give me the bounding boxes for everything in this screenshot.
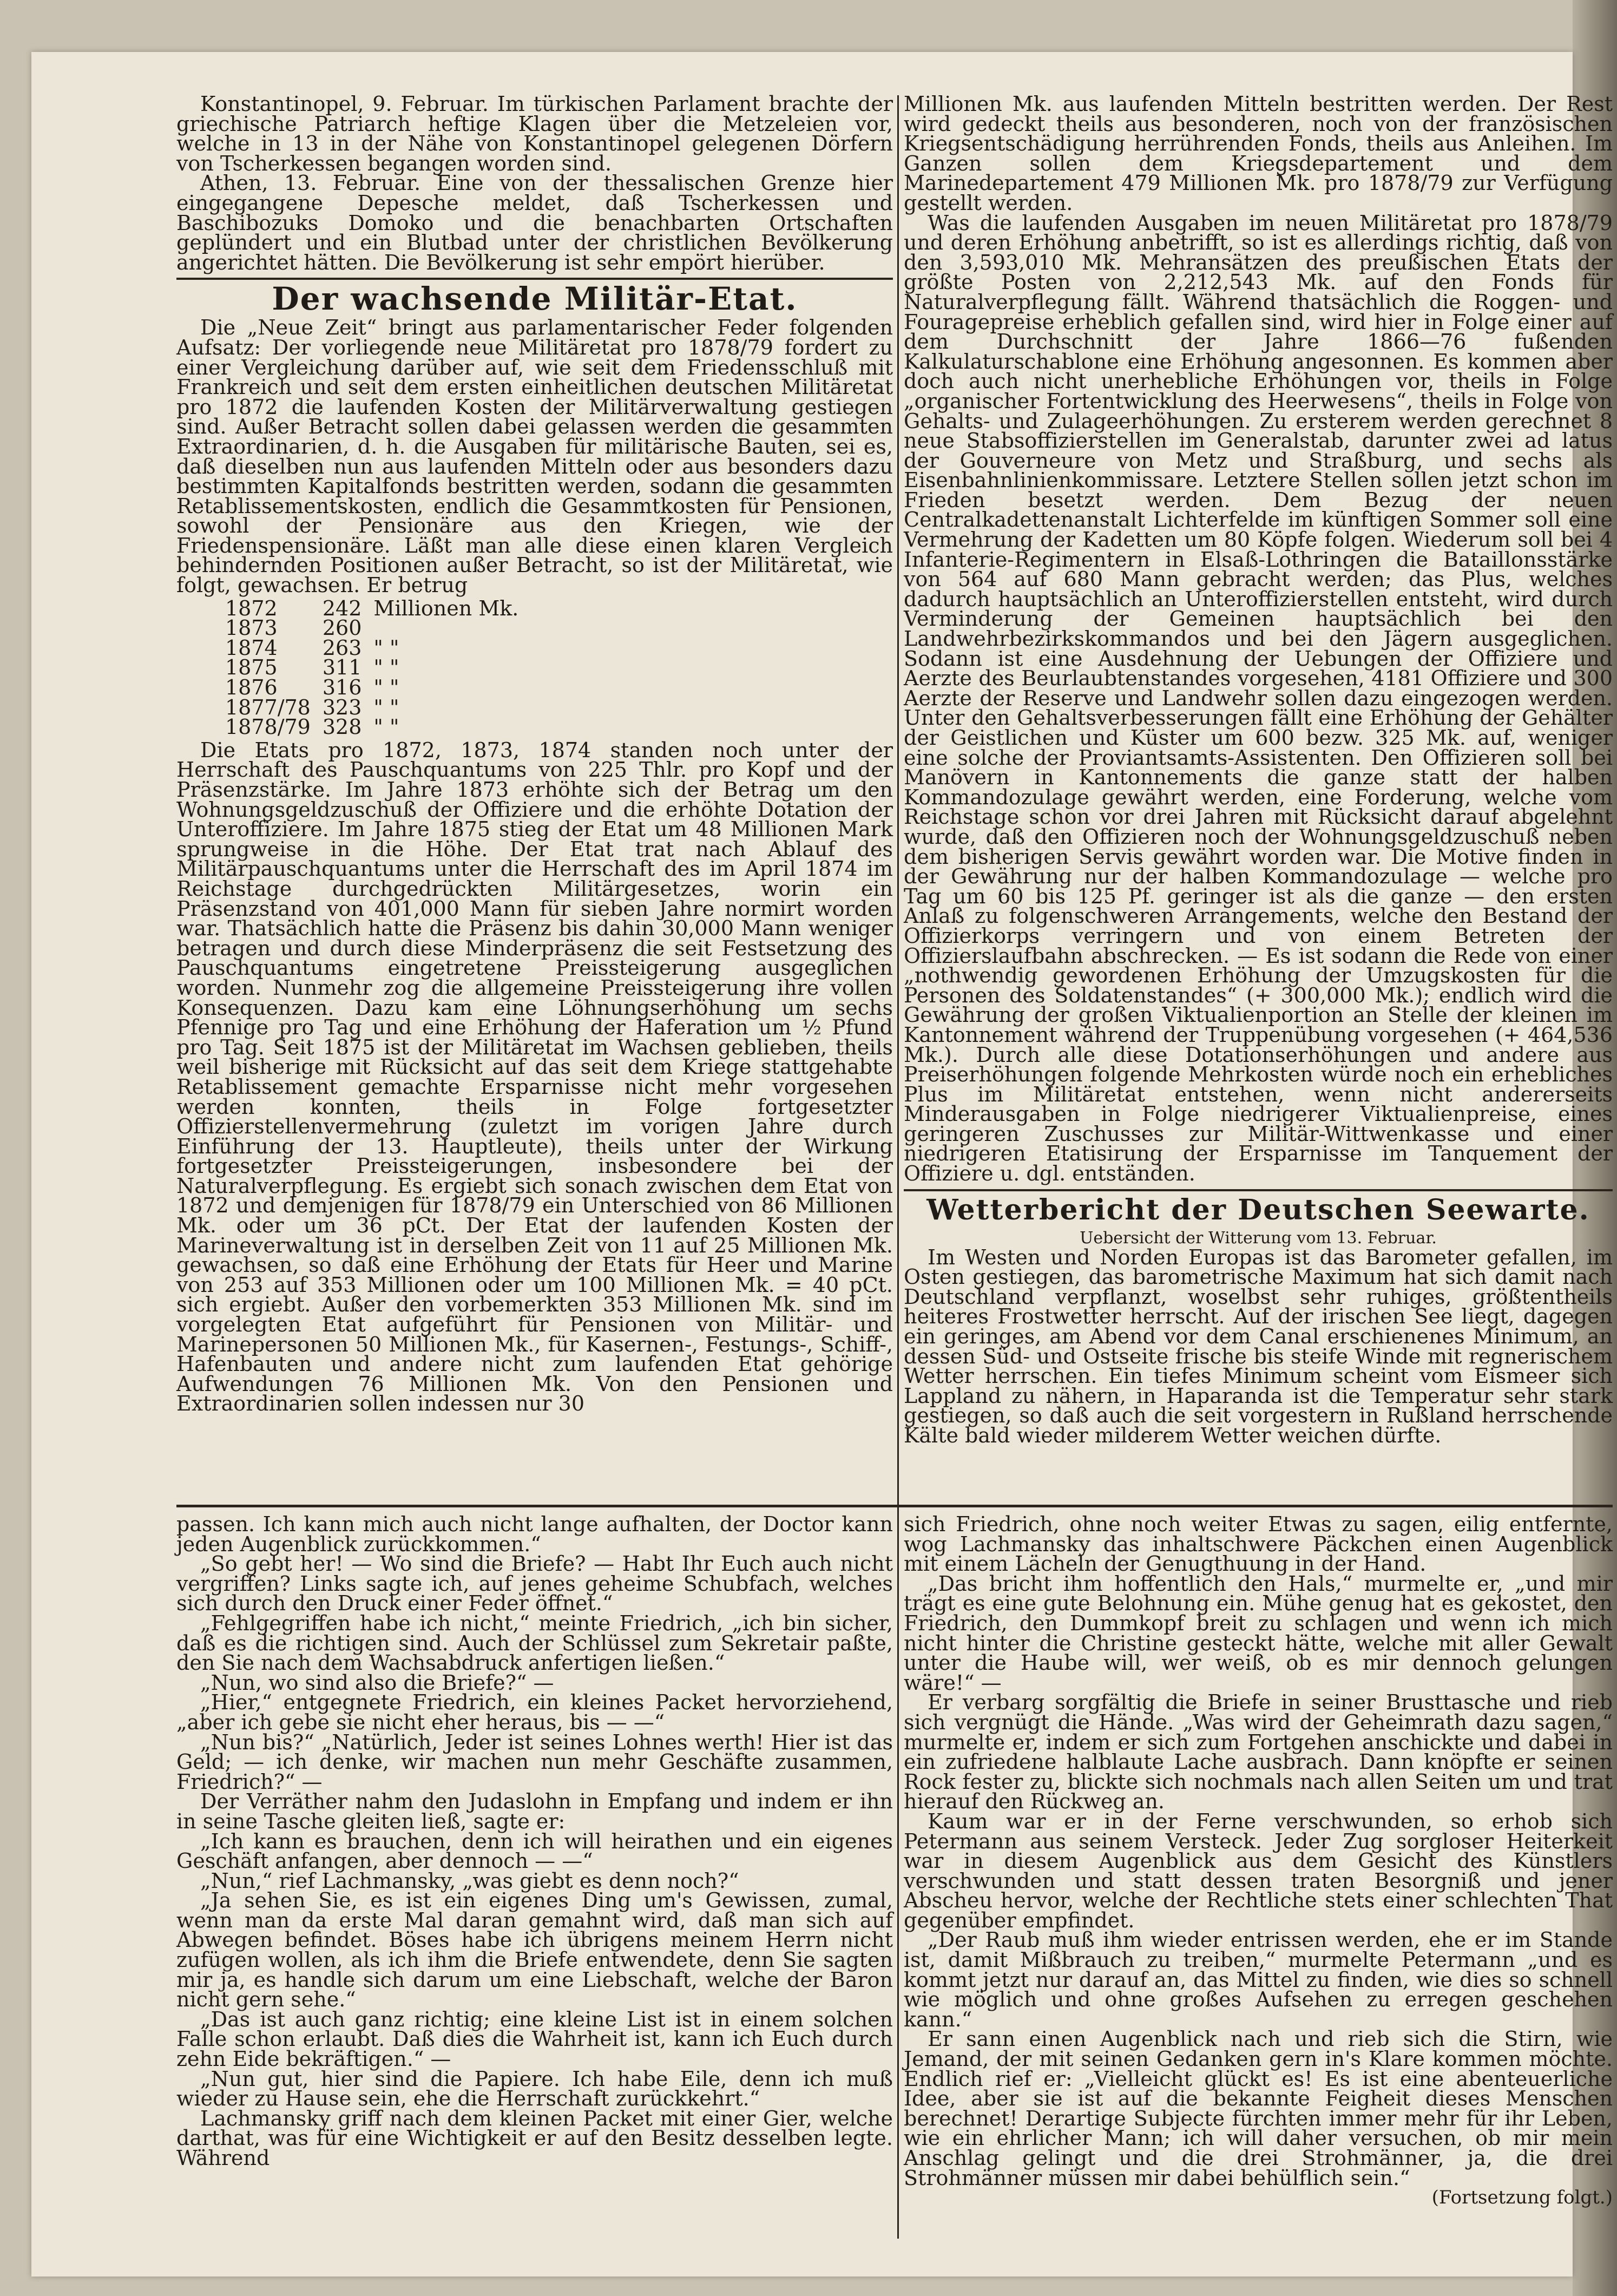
novel-paragraph: „Nun gut, hier sind die Papiere. Ich habe Eile, denn ich muß wieder zu Hause sein, ehe die Herrschaft zurückkehrt.“ (176, 2067, 893, 2111)
column-divider (897, 95, 899, 1513)
etat-unit (373, 618, 530, 638)
news-item-athen: Athen, 13. Februar. Eine von der thessalischen Grenze hier eingegangene Depesche meldet, daß Tscherkessen und Baschibozuks Domoko und die benachbarten Ortschaften geplündert und ein Blutbad unter der christlichen Bevölkerung angerichtet hätten. Die Bevölkerung ist sehr empört hierüber. (176, 171, 893, 274)
etat-unit: " " (373, 715, 399, 739)
rule (904, 1189, 1613, 1191)
etat-row (225, 678, 530, 698)
novel-paragraph: Der Verräther nahm den Judaslohn in Empfang und indem er ihn in seine Tasche gleiten ließ, sagte er: (176, 1789, 893, 1833)
etat-amount: 242 (322, 596, 362, 620)
novel-paragraph: Kaum war er in der Ferne verschwunden, so erhob sich Petermann aus seinem Versteck. Jeder Zug sorgloser Heiterkeit war in diesem Augenblick aus dem Gesicht des Künstlers verschwunden und statt dessen traten Besorgniß und jener Abscheu hervor, welche der Rechtliche stets einer schlechten That gegenüber empfindet. (904, 1809, 1613, 1932)
etat-year: 1872 (225, 596, 278, 620)
novel-paragraph: „Hier,“ entgegnete Friedrich, ein kleines Packet hervorziehend, „aber ich gebe sie nicht eher heraus, bis — —“ (176, 1690, 893, 1734)
etat-row (225, 599, 530, 619)
weather-subheading: Uebersicht der Witterung vom 13. Februar. (1080, 1228, 1437, 1248)
novel-paragraph: Lachmansky griff nach dem kleinen Packet mit einer Gier, welche darthat, was für eine Wichtigkeit er auf den Besitz desselben legte. Während (176, 2106, 893, 2170)
etat-year: 1878/79 (225, 715, 311, 739)
novel-paragraph: „Ja sehen Sie, es ist ein eigenes Ding um's Gewissen, zumal, wenn man da erste Mal daran gemahnt wird, daß man sich auf Abwegen befindet. Böses habe ich übrigens meinem Herrn nicht zufügen wollen, als ich ihm die Briefe entwendete, denn Sie sagten mir ja, es handle sich darum um eine Liebschaft, welche der Baron nicht gern sehe.“ (176, 1888, 893, 2012)
etat-unit: " " (373, 675, 399, 700)
etat-continuation-2: Was die laufenden Ausgaben im neuen Militäretat pro 1878/79 und deren Erhöhung anbetrifft, so ist es allerdings richtig, daß von den 3,593,010 Mk. Mehransätzen des preußischen Etats der größte Posten von 2,212,543 Mk. auf den Fonds für Naturalverpflegung fällt. Während thatsächlich die Roggen- und Fouragepreise erheblich gefallen sind, wird hier in Folge einer auf dem Durchschnitt der Jahre 1866—76 fußenden Kalkulaturschablone eine Erhöhung angesonnen. Es kommen aber doch auch nicht unerhebliche Erhöhungen vor, theils in Folge „organischer Fortentwicklung des Heerwesens“, theils in Folge von Gehalts- und Zulageerhöhungen. Zu ersterem werden gerechnet 8 neue Stabsoffizierstellen im Generalstab, darunter zwei ad latus der Gouverneure von Metz und Straßburg, und sechs als Eisenbahnlinienkommissare. Letztere Stellen sollen jetzt schon im Frieden besetzt werden. Dem Bezug der neuen Centralkadettenanstalt Lichterfelde im künftigen Sommer soll eine Vermehrung der Kadetten um 80 Köpfe folgen. Wiederum soll bei 4 Infanterie-Regimentern in Elsaß-Lothringen die Bataillonsstärke von 564 auf 680 Mann gebracht werden; das Plus, welches dadurch hauptsächlich an Unteroffizierstellen entsteht, wird durch Verminderung der Gemeinen hauptsächlich bei den Landwehrbezirkskommandos und bei den Jägern ausgeglichen. Sodann ist eine Ausdehnung der Uebungen der Offiziere und Aerzte des Beurlaubtenstandes vorgesehen, 4181 Offiziere und 300 Aerzte der Reserve und Landwehr sollen dazu eingezogen werden. Unter den Gehaltsverbesserungen fällt eine Erhöhung der Gehälter der Geistlichen und Küster um 600 bezw. 325 Mk. auf, weniger eine solche der Proviantsamts-Assistenten. Den Offizieren soll bei Manövern in Kantonnements die ganze statt der halben Kommandozulage gewährt werden, eine Forderung, welche vom Reichstage schon vor drei Jahren mit Rücksicht darauf abgelehnt wurde, daß den Offizieren noch der Wohnungsgeldzuschuß neben dem bisherigen Servis gewährt worden war. Die Motive finden in der Gewährung nur der halben Kommandozulage — welche pro Tag um 60 bis 125 Pf. geringer ist als die ganze — den ersten Anlaß zu folgenschweren Arrangements, welche den Bestand der Offizierkorps verringern und von einem Betreten der Offizierslaufbahn abschrecken. — Es ist sodann die Rede von einer „nothwendig gewordenen Erhöhung der Umzugskosten für die Personen des Soldatenstandes“ (+ 300,000 Mk.); endlich wird die Gewährung der großen Viktualienportion an Stelle der kleinen im Kantonnement während der Truppenübung vorgesehen (+ 464,536 Mk.). Durch alle diese Dotationserhöhungen und andere aus Preiserhöhungen folgende Mehrkosten würde noch ein erhebliches Plus im Militäretat entstehen, wenn nicht andererseits Minderausgaben in Folge niedrigerer Viktualienpreise, eines geringeren Zuschusses zur Militär-Wittwenkasse und einer niedrigeren Etatisirung der Ersparnisse im Tanquement der Offiziere u. dgl. entständen. (904, 211, 1613, 1186)
novel-paragraph: sich Friedrich, ohne noch weiter Etwas zu sagen, eilig entfernte, wog Lachmansky das inhaltschwere Päckchen einen Augenblick mit einem Lächeln der Genugthuung in der Hand. (904, 1512, 1613, 1576)
weather-heading: Wetterbericht der Deutschen Seewarte. (926, 1193, 1590, 1226)
continuation-note: (Fortsetzung folgt.) (1431, 2187, 1613, 2209)
novel-paragraph: „Ich kann es brauchen, denn ich will heirathen und ein eigenes Geschäft anfangen, aber dennoch — —“ (176, 1829, 893, 1873)
etat-unit: " " (373, 695, 399, 719)
etat-row (225, 638, 530, 658)
weather-body: Im Westen und Norden Europas ist das Barometer gefallen, im Osten gestiegen, das barometrische Maximum hat sich damit nach Deutschland verpflanzt, woselbst sehr ruhiges, größtentheils heiteres Frostwetter herrscht. Auf der irischen See liegt, dagegen ein geringes, am Abend vor dem Canal erschienenes Minimum, an dessen Süd- und Ostseite frische bis steife Winde mit regnerischem Wetter herrschen. Ein tiefes Minimum scheint vom Eismeer sich Lappland zu nähern, in Haparanda ist die Temperatur sehr stark gestiegen, so daß auch die seit vorgestern in Rußland herrschende Kälte bald wieder milderem Wetter weichen dürfte. (904, 1245, 1613, 1447)
novel-paragraph: „Nun bis?“ „Natürlich, Jeder ist seines Lohnes werth! Hier ist das Geld; — ich denke, wir machen nun mehr Geschäfte zusammen, Friedrich?“ — (176, 1730, 893, 1794)
etat-heading: Der wachsende Militär-Etat. (272, 280, 798, 318)
etat-row (225, 717, 530, 737)
upper-right-column (904, 92, 1613, 1447)
novel-paragraph: „Das bricht ihm hoffentlich den Hals,“ murmelte er, „und mir trägt es eine gute Belohnung ein. Mühe genug hat es gekostet, den Friedrich, den Dummkopf breit zu schlagen und wenn ich mich nicht hinter die Christine gesteckt hätte, welche mit aller Gewalt unter die Haube will, wer weiß, ob es mir dennoch gelungen wäre!“ — (904, 1571, 1613, 1695)
etat-table (225, 596, 530, 739)
etat-row (225, 658, 530, 678)
etat-amount: 323 (322, 695, 362, 719)
etat-year: 1874 (225, 635, 278, 660)
news-item-konstantinopel: Konstantinopel, 9. Februar. Im türkischen Parlament brachte der griechische Patriarch heftige Klagen über die Metzeleien vor, welche in 13 in der Nähe von Konstantinopel gelegenen Dörfern von Tscherkessen begangen worden sind. (176, 92, 893, 175)
newspaper-page (31, 52, 1613, 2277)
novel-paragraph: Er sann einen Augenblick nach und rieb sich die Stirn, wie Jemand, der mit seinen Gedanken gern in's Klare kommen möchte. Endlich rief er: „Vielleicht glückt es! Es ist eine abenteuerliche Idee, aber sie ist auf die bekannte Feigheit dieses Menschen berechnet! Derartige Subjecte fürchten immer mehr für ihr Leben, wie ein ehrlicher Mann; ich will daher versuchen, ob mir mein Anschlag gelingt und die drei Strohmänner, ja, die drei Strohmänner müssen mir dabei behülflich sein.“ (904, 2027, 1613, 2190)
feuilleton-rule (176, 1505, 1613, 1507)
novel-paragraph: „Der Raub muß ihm wieder entrissen werden, ehe er im Stande ist, damit Mißbrauch zu treiben,“ murmelte Petermann „und es kommt jetzt nur darauf an, das Mittel zu finden, wie dies so schnell wie möglich und ohne großes Aufsehen zu erregen geschehen kann.“ (904, 1928, 1613, 2031)
novel-paragraph: „Das ist auch ganz richtig; eine kleine List ist in einem solchen Falle schon erlaubt. Daß dies die Wahrheit ist, kann ich Euch durch zehn Eide bekräftigen.“ — (176, 2007, 893, 2071)
novel-right-column (904, 1514, 1613, 2240)
etat-amount: 263 (322, 635, 362, 660)
etat-amount: 316 (322, 675, 362, 700)
etat-row (225, 618, 530, 638)
etat-continuation: Millionen Mk. aus laufenden Mitteln bestritten werden. Der Rest wird gedeckt theils aus besonderen, noch von der französischen Kriegsentschädigung herrührenden Fonds, theils aus Anleihen. Im Ganzen sollen dem Kriegsdepartement und dem Marinedepartement 479 Millionen Mk. pro 1878/79 zur Verfügung gestellt werden. (904, 92, 1613, 215)
etat-year: 1873 (225, 616, 278, 640)
novel-paragraph: „Fehlgegriffen habe ich nicht,“ meinte Friedrich, „ich bin sicher, daß es die richtigen sind. Auch der Schlüssel zum Sekretair paßte, den Sie nach dem Wachsabdruck anfertigen ließen.“ (176, 1611, 893, 1675)
etat-intro: Die „Neue Zeit“ bringt aus parlamentarischer Feder folgenden Aufsatz: Der vorliegende neue Militäretat pro 1878/79 fordert zu einer Vergleichung darüber auf, wie seit dem Friedensschluß mit Frankreich und seit dem ersten einheitlichen deutschen Militäretat pro 1872 die laufenden Kosten der Militärverwaltung gestiegen sind. Außer Betracht sollen dabei gelassen werden die gesammten Extraordinarien, d. h. die Ausgaben für militärische Bauten, sei es, daß dieselben nun aus laufenden Mitteln oder aus besonders dazu bestimmten Kapitalfonds bestritten werden, sodann die gesammten Retablissementskosten, endlich die Gesammtkosten für Pensionen, sowohl der Pensionäre aus den Kriegen, wie der Friedenspensionäre. Läßt man alle diese einen klaren Vergleich behindernden Positionen außer Betracht, so ist der Militäretat, wie folgt, gewachsen. Er betrug (176, 316, 893, 598)
etat-year: 1876 (225, 675, 278, 700)
novel-paragraph: „So gebt her! — Wo sind die Briefe? — Habt Ihr Euch auch nicht vergriffen? Links sagte ich, auf jenes geheime Schubfach, welches sich durch den Druck einer Feder öffnet.“ (176, 1552, 893, 1616)
etat-amount: 311 (322, 655, 362, 680)
novel-paragraph: „Nun,“ rief Lachmansky, „was giebt es denn noch?“ (200, 1868, 739, 1893)
etat-year: 1875 (225, 655, 278, 680)
column-divider (897, 1513, 899, 2239)
novel-left-column (176, 1514, 893, 2240)
etat-unit: " " (373, 655, 399, 680)
rule (176, 278, 893, 280)
etat-unit: " " (373, 635, 399, 660)
etat-unit: Millionen Mk. (373, 596, 519, 620)
etat-year: 1877/78 (225, 695, 311, 719)
etat-row (225, 698, 530, 718)
etat-amount: 328 (322, 715, 362, 739)
upper-left-column (176, 92, 893, 1416)
novel-paragraph: „Nun, wo sind also die Briefe?“ — (200, 1670, 554, 1695)
novel-paragraph: Er verbarg sorgfältig die Briefe in seiner Brusttasche und rieb sich vergnügt die Hände. „Was wird der Geheimrath dazu sagen,“ murmelte er, indem er sich zum Fortgehen anschickte und dabei in ein zufriedene halblaute Lache ausbrach. Dann knöpfte er seinen Rock fester zu, blickte sich nochmals nach allen Seiten um und trat hierauf den Rückweg an. (904, 1690, 1613, 1814)
novel-paragraph: passen. Ich kann mich auch nicht lange aufhalten, der Doctor kann jeden Augenblick zurückkommen.“ (176, 1512, 893, 1556)
etat-amount: 260 (322, 616, 362, 640)
etat-body: Die Etats pro 1872, 1873, 1874 standen noch unter der Herrschaft des Pauschquantums von 225 Thlr. pro Kopf und der Präsenzstärke. Im Jahre 1873 erhöhte sich der Betrag um den Wohnungsgeldzuschuß der Offiziere und die erhöhte Dotation der Unteroffiziere. Im Jahre 1875 stieg der Etat um 48 Millionen Mark sprungweise in die Höhe. Der Etat trat nach Ablauf des Militärpauschquantums unter die Herrschaft des im April 1874 im Reichstage durchgedrückten Militärgesetzes, worin ein Präsenzstand von 401,000 Mann für sieben Jahre normirt worden war. Thatsächlich hatte die Präsenz bis dahin 30,000 Mann weniger betragen und durch diese Minderpräsenz die seit Festsetzung des Pauschquantums eingetretene Preissteigerung ausgeglichen worden. Nunmehr zog die allgemeine Preissteigerung ihre vollen Konsequenzen. Dazu kam eine Löhnungserhöhung um sechs Pfennige pro Tag und eine Erhöhung der Haferation um ½ Pfund pro Tag. Seit 1875 ist der Militäretat im Wachsen geblieben, theils weil bisherige mit Rücksicht auf das seit dem Kriege stattgehabte Retablissement gemachte Ersparnisse nicht mehr vorgesehen werden konnten, theils in Folge fortgesetzter Offizierstellenvermehrung (zuletzt im vorigen Jahre durch Einführung der 13. Hauptleute), theils unter der Wirkung fortgesetzter Preissteigerungen, insbesondere bei der Naturalverpflegung. Es ergiebt sich sonach zwischen dem Etat von 1872 und demjenigen für 1878/79 ein Unterschied von 86 Millionen Mk. oder um 36 pCt. Der Etat der laufenden Kosten der Marineverwaltung ist in derselben Zeit von 11 auf 25 Millionen Mk. gewachsen, so daß eine Erhöhung der Etats für Heer und Marine von 253 auf 353 Millionen oder um 100 Millionen Mk. = 40 pCt. sich ergiebt. Außer den vorbemerkten 353 Millionen Mk. sind im vorgelegten Etat aufgeführt für Pensionen von Militär- und Marinepersonen 50 Millionen Mk., für Kasernen-, Festungs-, Schiff-, Hafenbauten und andere nicht zum laufenden Etat gehörige Aufwendungen 76 Millionen Mk. Von den Pensionen und Extraordinarien sollen indessen nur 30 (176, 738, 893, 1416)
